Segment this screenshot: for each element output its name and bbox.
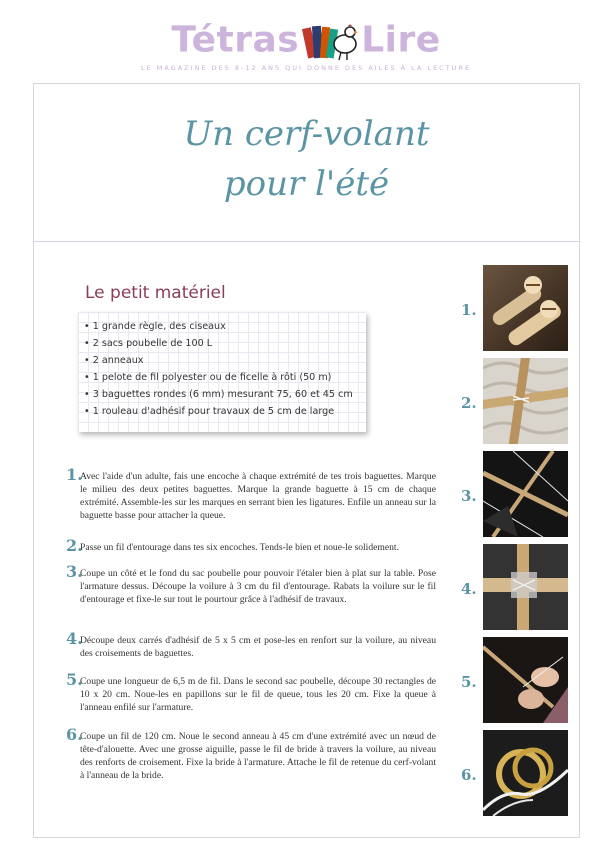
logo-word-left: Tétras: [171, 19, 300, 61]
step-6: [66, 725, 436, 782]
step-text: Découpe deux carrés d'adhésif de 5 x 5 cm et pose-les en renfort sur la voilure, au niveau des croisements de baguettes.: [80, 635, 436, 659]
photo-number: 1.: [461, 301, 477, 319]
page-title-line1: Un cerf-volant: [183, 114, 430, 154]
taped-cross-photo: [483, 544, 568, 630]
magazine-logo[interactable]: [0, 18, 612, 62]
photo-number: 3.: [461, 487, 477, 505]
photo-number: 2.: [461, 394, 477, 412]
logo-word-right: Lire: [361, 19, 441, 61]
page-title-line2: pour l'été: [223, 164, 390, 204]
step-number: 1.: [66, 465, 83, 484]
materials-item: • 1 rouleau d'adhésif pour travaux de 5 cm de large: [84, 403, 366, 420]
photo-row-2: [459, 358, 569, 444]
step-text: Passe un fil d'entourage dans tes six encoches. Tends-le bien et noue-le solidement.: [80, 542, 399, 553]
notched-sticks-photo: [483, 265, 568, 351]
step-number: 5.: [66, 670, 83, 689]
step-3: [66, 562, 436, 606]
step-4: [66, 629, 436, 660]
bird-books-icon: [301, 18, 359, 62]
materials-list: [84, 318, 366, 420]
photo-number: 6.: [461, 766, 477, 784]
materials-item: • 2 sacs poubelle de 100 L: [84, 335, 366, 352]
step-number: 6.: [66, 725, 83, 744]
photo-row-4: [459, 544, 569, 630]
photo-row-6: [459, 730, 569, 816]
step-number: 2.: [66, 536, 83, 555]
step-5: [66, 670, 436, 714]
hands-threading-photo: [483, 637, 568, 723]
step-number: 4.: [66, 629, 83, 648]
masthead: [0, 12, 612, 82]
materials-item: • 2 anneaux: [84, 352, 366, 369]
materials-item: • 1 grande règle, des ciseaux: [84, 318, 366, 335]
title-band: [34, 84, 579, 242]
step-text: Coupe un côté et le fond du sac poubelle pour pouvoir l'étaler bien à plat sur la table. Pose l'armature dessus. Découpe la voilure à 3 cm du fil d'entourage. Rabats la voilure sur le fil d'entourage et fixe-le sur tout le pourtour grâce à l'adhésif de travaux.: [80, 568, 436, 605]
materials-item: • 1 pelote de fil polyester ou de ficelle à rôti (50 m): [84, 369, 366, 386]
materials-card: [78, 312, 366, 432]
photo-row-3: [459, 451, 569, 537]
step-2: [66, 536, 436, 555]
frame-string-photo: [483, 451, 568, 537]
photo-number: 5.: [461, 673, 477, 691]
step-number: 3.: [66, 562, 83, 581]
materials-item: • 3 baguettes rondes (6 mm) mesurant 75, 60 et 45 cm: [84, 386, 366, 403]
step-text: Avec l'aide d'un adulte, fais une encoche à chaque extrémité de tes trois baguettes. Marque le milieu des deux petites baguettes. Marque la grande baguette à 15 cm de chaque extrémité. Assemble-les sur les marques en serrant bien les ligatures. Enfile un anneau sur la baguette basse pour attacher la queue.: [80, 471, 436, 521]
step-text: Coupe un fil de 120 cm. Noue le second anneau à 45 cm d'une extrémité avec un nœud de tête-d'alouette. Avec une grosse aiguille, passe le fil de bride à travers la voilure, au niveau des renforts de croisement. Fixe la bride à l'armature. Attache le fil de retenue du cerf-volant à l'anneau de la bride.: [80, 731, 436, 781]
rings-knot-photo: [483, 730, 568, 816]
step-1: [66, 465, 436, 522]
photo-row-1: [459, 265, 569, 351]
materials-heading: Le petit matériel: [85, 283, 226, 303]
tagline: LE MAGAZINE DES 8-12 ANS QUI DONNE DES AILES À LA LECTURE: [140, 64, 472, 72]
photo-row-5: [459, 637, 569, 723]
step-text: Coupe une longueur de 6,5 m de fil. Dans le second sac poubelle, découpe 30 rectangles de 10 x 20 cm. Noue-les en papillons sur le fil de queue, tous les 20 cm. Fixe la queue à l'anneau enfilé sur l'armature.: [80, 676, 436, 713]
tied-sticks-photo: [483, 358, 568, 444]
photo-number: 4.: [461, 580, 477, 598]
